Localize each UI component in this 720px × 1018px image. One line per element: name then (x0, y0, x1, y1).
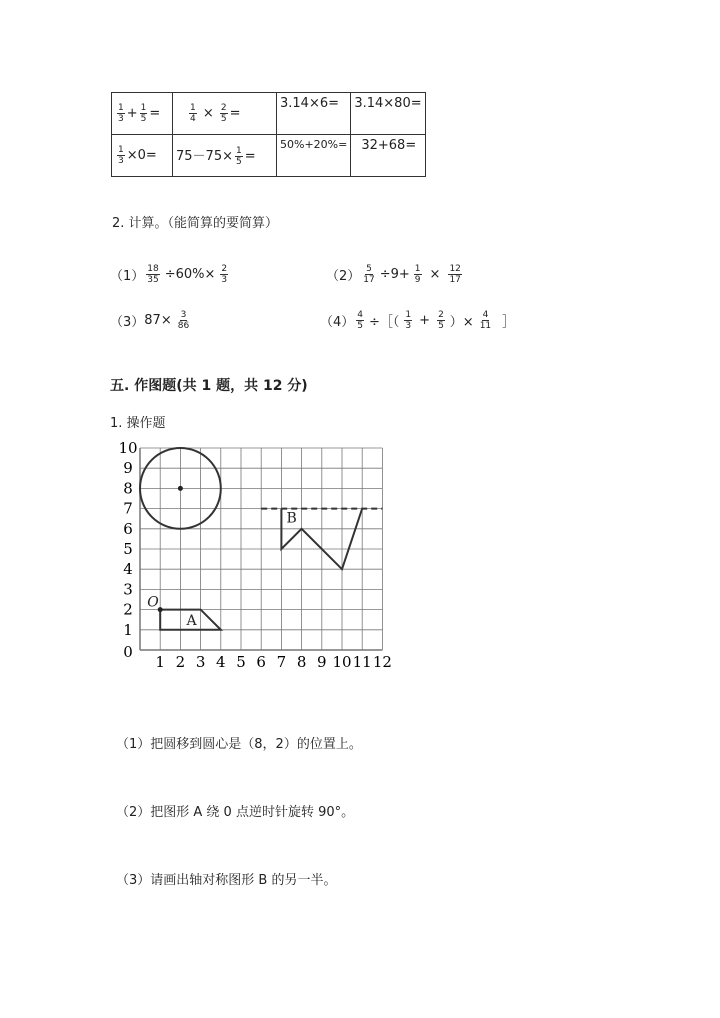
fraction: $\frac{3}{86}$ (177, 310, 190, 331)
y-tick-label: 2 (123, 600, 133, 619)
fraction: $\frac{2}{5}$ (438, 310, 444, 331)
x-tick-label: 7 (276, 653, 287, 671)
fraction: $\frac{1}{3}$ (405, 310, 412, 331)
x-tick-label: 1 (155, 653, 165, 671)
problem-4: （4） $\frac{4}{5}$ ÷［（ $\frac{1}{3}$ + $\frac{2}{5}$ ）× $\frac{4}{11}$ ］ (320, 310, 516, 331)
x-tick-label: 2 (175, 653, 186, 671)
x-tick-label: 6 (256, 653, 266, 671)
tick-labels (118, 439, 391, 671)
fraction: $\frac{1}{4}$ (190, 103, 196, 124)
table-cell: $\frac{1}{3}$ ×0= (112, 135, 173, 177)
fraction: $\frac{4}{11}$ (479, 310, 492, 331)
problem-1: （1） $\frac{18}{35}$ ÷60%× $\frac{2}{3}$ (110, 264, 228, 285)
fraction: $\frac{5}{17}$ (363, 264, 375, 285)
y-tick-label: 10 (118, 439, 138, 457)
table-cell: $\frac{1}{4}$ × $\frac{2}{5}$ = (173, 93, 277, 135)
coordinate-grid (110, 439, 400, 695)
y-tick-label: 0 (123, 643, 133, 661)
y-tick-label: 3 (123, 580, 133, 599)
table-cell: 32+68= (351, 135, 425, 177)
table-cell: $\frac{1}{3}$ + $\frac{1}{5}$ = (112, 93, 173, 135)
section-title: 2. 计算。（能简算的要简算） (112, 216, 279, 231)
problem-3: （3） 87× $\frac{3}{86}$ (110, 310, 190, 331)
fraction: $\frac{18}{35}$ (147, 264, 159, 285)
circle-center-dot (178, 486, 183, 491)
shape-a-label: A (186, 612, 197, 629)
fraction: $\frac{2}{5}$ (220, 103, 227, 124)
section-heading: 五. 作图题(共 1 题，共 12 分) (110, 378, 308, 394)
x-tick-label: 4 (216, 653, 226, 671)
table-cell: 3.14×6= (277, 93, 351, 135)
calc-table (111, 92, 426, 177)
grid-lines (140, 448, 382, 650)
y-tick-label: 5 (123, 540, 133, 558)
x-tick-label: 5 (236, 653, 246, 671)
fraction: $\frac{12}{17}$ (449, 264, 461, 285)
x-tick-label: 3 (195, 653, 206, 671)
question-3: （3）请画出轴对称图形 B 的另一半。 (116, 873, 337, 888)
y-tick-label: 4 (123, 560, 133, 579)
question-title: 1. 操作题 (110, 416, 166, 431)
y-tick-label: 8 (123, 479, 133, 498)
question-1: （1）把圆移到圆心是（8，2）的位置上。 (116, 737, 362, 752)
fraction: $\frac{1}{9}$ (414, 264, 421, 285)
x-tick-label: 8 (296, 653, 307, 671)
fraction: $\frac{1}{3}$ (118, 145, 124, 166)
problem-2: （2） $\frac{5}{17}$ ÷9+ $\frac{1}{9}$ × $\frac{12}{17}$ (326, 264, 461, 285)
y-tick-label: 1 (123, 620, 133, 639)
table-cell: 50%+20%= (277, 135, 351, 177)
fraction: $\frac{2}{3}$ (221, 264, 228, 285)
x-tick-label: 11 (352, 653, 372, 671)
shape-b-label: B (286, 510, 297, 527)
x-tick-label: 9 (317, 653, 327, 671)
table-row (112, 93, 426, 135)
table-cell: 3.14×80= (351, 93, 425, 135)
x-tick-label: 12 (372, 653, 392, 671)
y-tick-label: 6 (123, 519, 133, 538)
y-tick-label: 9 (123, 459, 133, 478)
x-tick-label: 10 (332, 653, 352, 671)
fraction: $\frac{1}{3}$ (118, 103, 124, 124)
fraction: $\frac{4}{5}$ (357, 310, 364, 331)
y-tick-label: 7 (123, 499, 133, 518)
origin-label: O (147, 594, 159, 611)
table-cell: 75－75× $\frac{1}{5}$ = (173, 135, 277, 177)
fraction: $\frac{1}{5}$ (235, 145, 242, 167)
question-2: （2）把图形 A 绕 0 点逆时针旋转 90°。 (116, 805, 355, 820)
fraction: $\frac{1}{5}$ (140, 103, 147, 124)
table-row (112, 135, 426, 177)
